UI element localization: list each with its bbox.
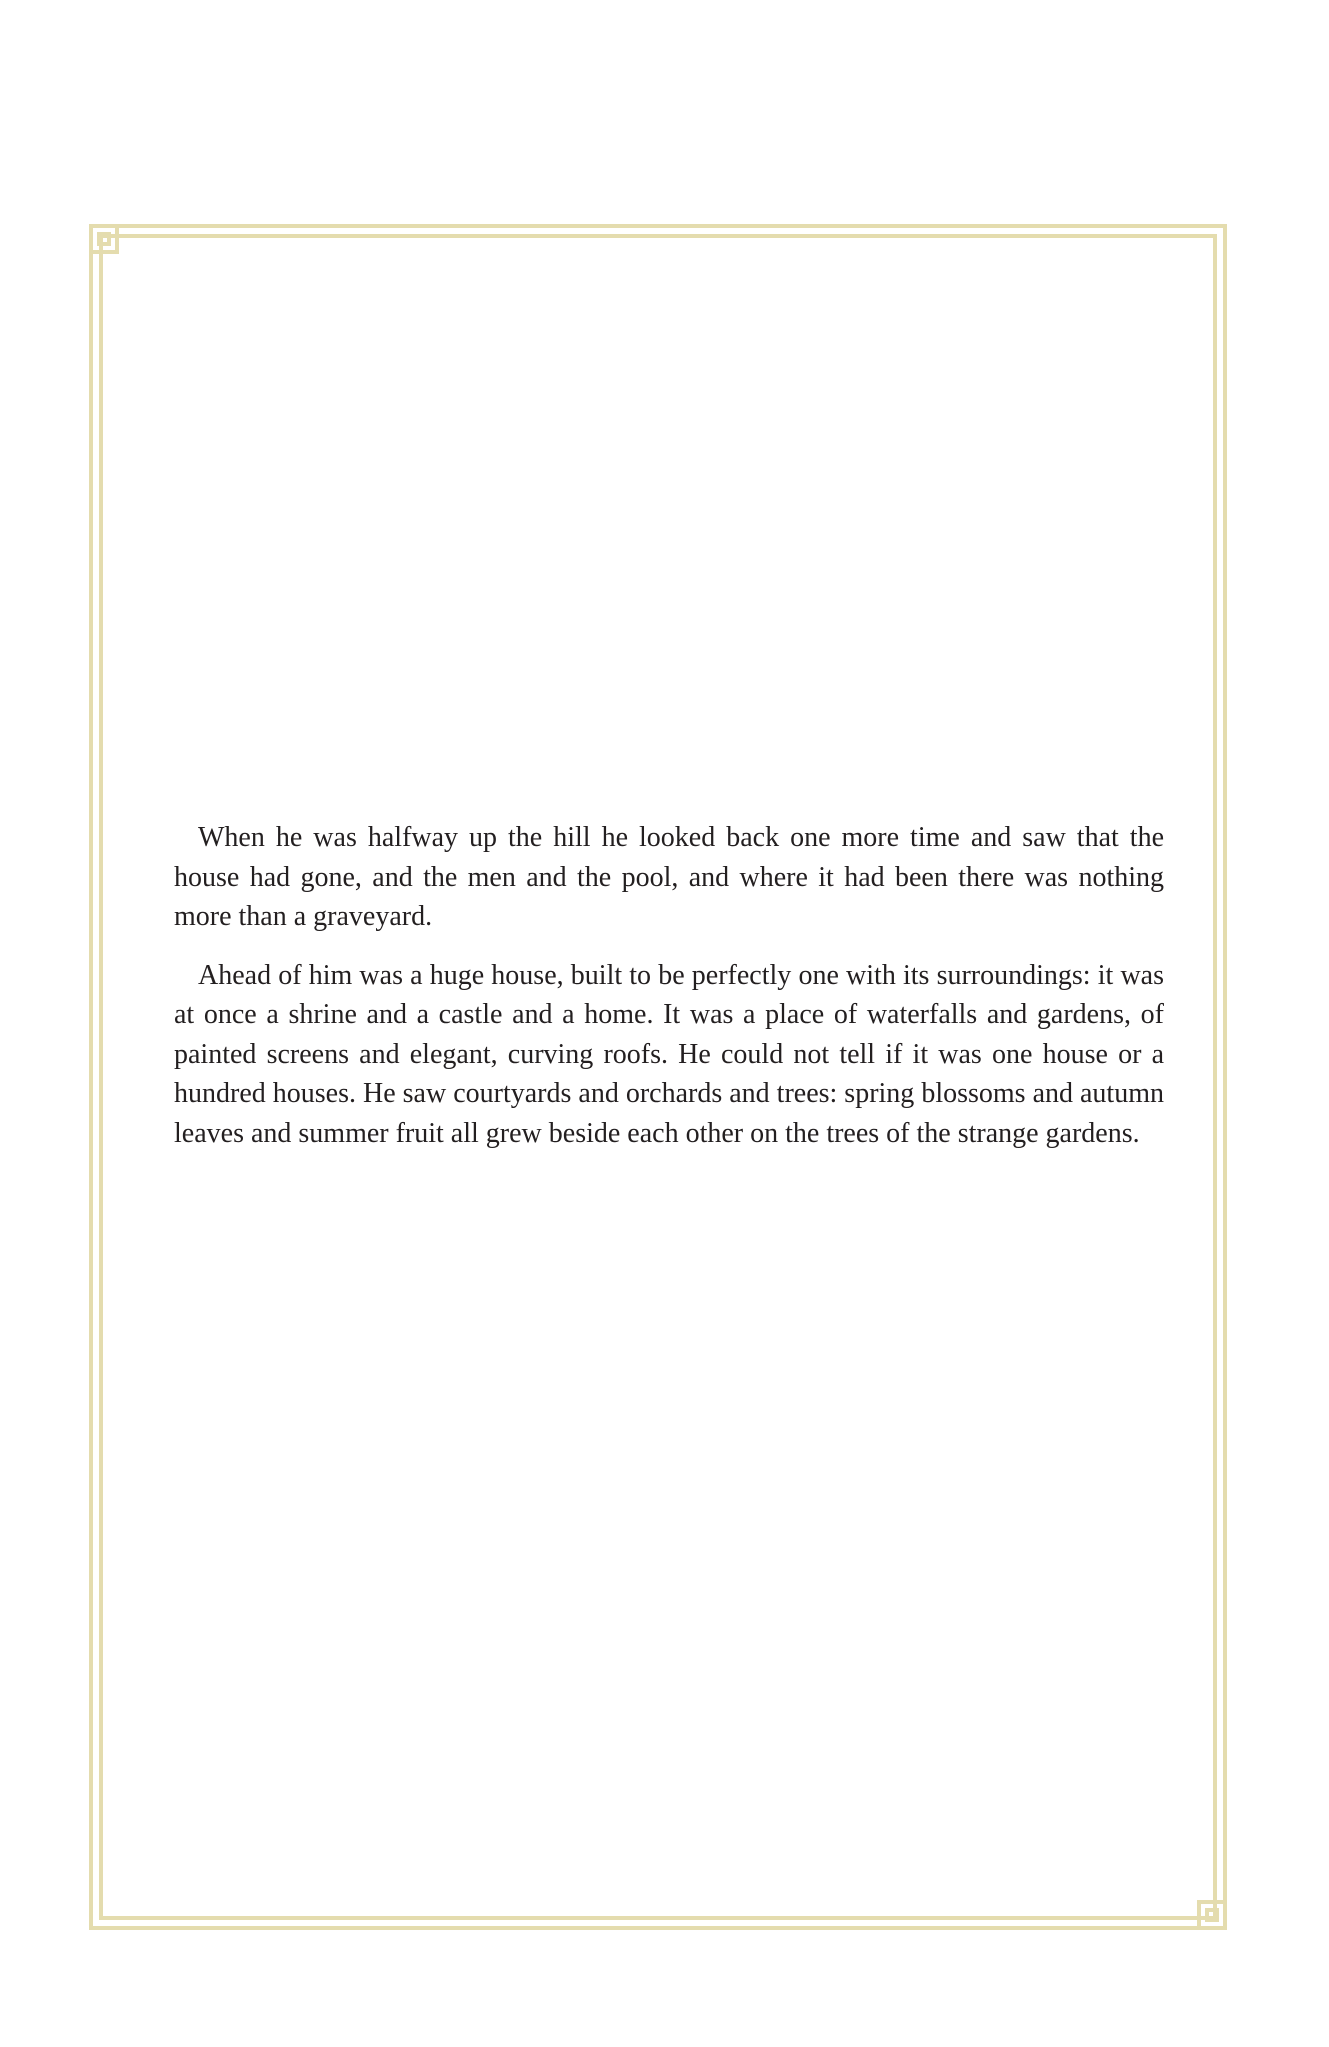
paragraph-1: When he was halfway up the hill he looked back one more time and saw that the house had gone, and the men and the pool, and where it had been there was nothing more than a graveyard.	[174, 822, 1164, 932]
story-text	[174, 818, 1164, 1172]
corner-ornament-top-left	[91, 226, 117, 252]
paragraph-2: Ahead of him was a huge house, built to be perfectly one with its surroundings: it was at once a shrine and a castle and a home. It was a place of waterfalls and gardens, of painted screens and elegant, curving roofs. He could not tell if it was one house or a hundred houses. He saw courtyards and orchards and trees: spring blossoms and autumn leaves and summer fruit all grew beside each other on the trees of the strange gardens.	[174, 959, 1164, 1149]
corner-ornament-bottom-right	[1199, 1902, 1225, 1928]
